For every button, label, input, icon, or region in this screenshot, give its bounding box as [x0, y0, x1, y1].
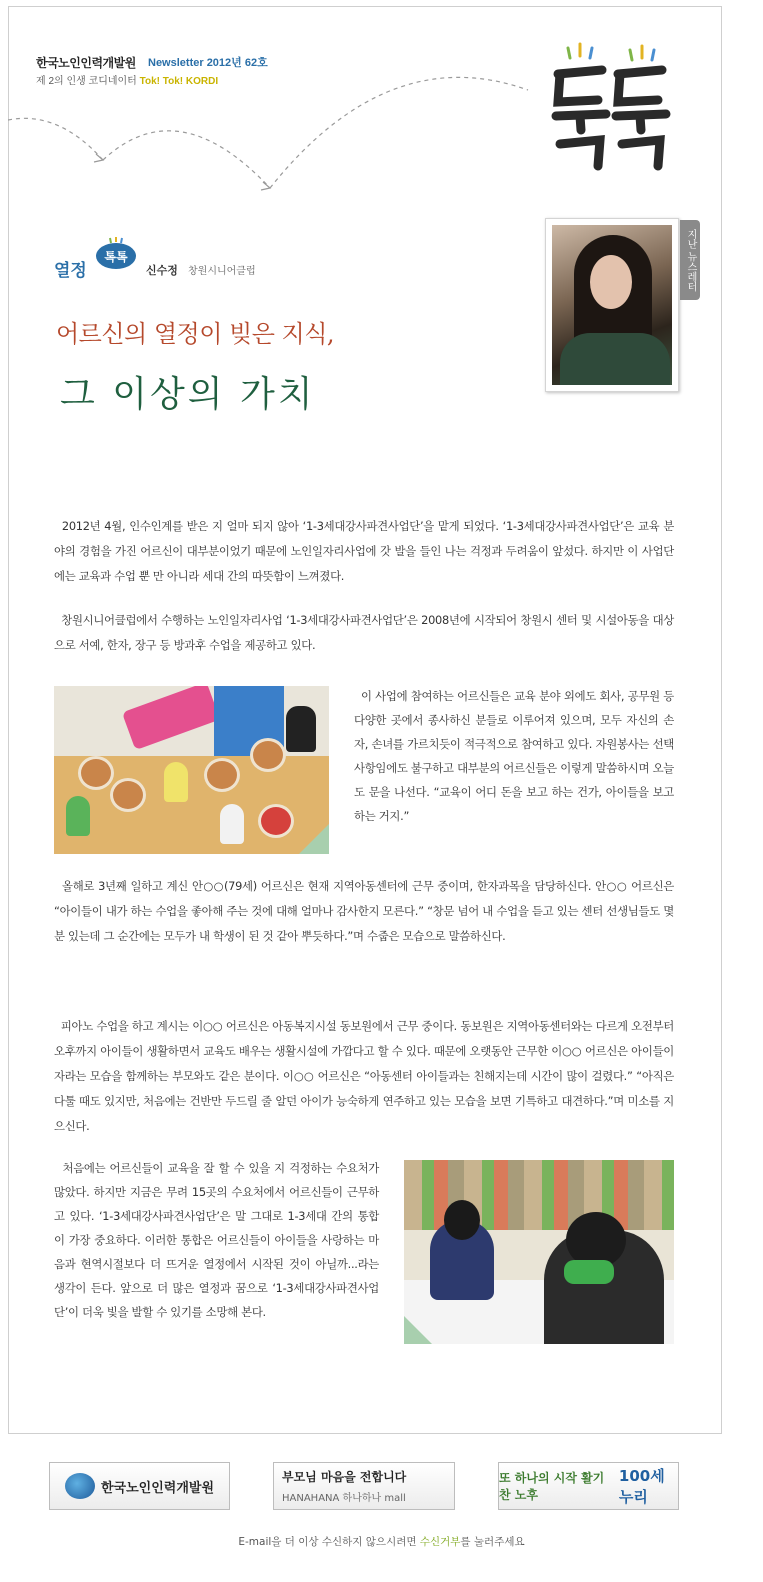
- org-logo-text: 한국노인인력개발원: [36, 56, 136, 70]
- headline-line2: 그 이상의 가치: [60, 374, 316, 415]
- article-paragraph-2: [54, 608, 674, 658]
- photo1-drum: [110, 778, 146, 812]
- toktok-logo: [548, 40, 678, 200]
- photo1-drum: [258, 804, 294, 838]
- article-paragraph-6: [54, 1156, 379, 1324]
- p5-text: 피아노 수업을 하고 계시는 이○○ 어르신은 아동복지시설 동보원에서 근무 중이다. 동보원은 지역아동센터와는 다르게 오전부터 오후까지 아이들이 생활하면서 교육도 배우는 생활시설에 가깝다고 할 수 있다. 때문에 오랫동안 근무한 이○○ 어르신은 아이들이 자라는 모습을 함께하는 부모와도 같은 분이다. 이○○ 어르신은 “아동센터 아이들과는 친해지는데 시간이 많이 걸렸다.” “아직은 다툴 때도 있지만, 처음에는 건반만 두드릴 줄 알던 아이가 능숙하게 연주하고 있는 모습을 보면 기특하고 대견하다.”며 미소를 지으신다.: [54, 1019, 674, 1133]
- decorative-dashed-arcs: [8, 70, 548, 200]
- photo-sweater: [560, 333, 670, 385]
- footer-mall-sub: HANAHANA 하나하나 mall: [282, 1493, 406, 1504]
- p3-text: 이 사업에 참여하는 어르신들은 교육 분야 외에도 회사, 공무원 등 다양한 곳에서 종사하신 분들로 이루어져 있으며, 모두 자신의 손자, 손녀를 가르치듯이 적극적으로 참여하고 있다. 자원봉사는 선택사항임에도 불구하고 대부분의 어르신들은 이렇게 말씀하시며 오늘도 문을 나선다. “교육이 어디 돈을 보고 하는 건가, 아이들을 보고 하는 거지.”: [354, 689, 674, 823]
- past-newsletters-tab[interactable]: 지난 뉴스레터: [680, 220, 700, 300]
- globe-icon: [65, 1473, 95, 1499]
- unsubscribe-notice: [0, 1534, 763, 1549]
- headline-line1: 어르신의 열정이 빚은 지식,: [56, 320, 335, 348]
- article-paragraph-4: [54, 874, 674, 949]
- photo-tutoring: [404, 1160, 674, 1344]
- author-name: 신수정: [146, 264, 178, 277]
- photo-children-drums: [54, 686, 329, 854]
- footer-kordi-label: 한국노인인력개발원: [100, 1480, 215, 1496]
- footer-100senuri-button[interactable]: [498, 1462, 679, 1510]
- photo1-corner-fold: [299, 824, 329, 854]
- p1-text: 2012년 4월, 인수인계를 받은 지 얼마 되지 않아 ‘1-3세대강사파견사업단’을 맡게 되었다. ‘1-3세대강사파견사업단’은 교육 분야의 경험을 가진 어르신이 대부분이었기 때문에 노인일자리사업에 갓 발을 들인 나는 걱정과 두려움이 앞섰다. 하지만 이 사업단에는 교육과 수업 뿐 만 아니라 세대 간의 따뜻함이 느껴졌다.: [54, 519, 674, 583]
- photo1-teacher: [286, 706, 316, 752]
- photo2-scarf: [564, 1260, 614, 1284]
- photo1-child: [164, 762, 188, 802]
- photo1-drum: [250, 738, 286, 772]
- author-photo: [545, 218, 679, 392]
- article-paragraph-3: [354, 684, 674, 828]
- newsletter-issue: Newsletter 2012년 62호: [148, 57, 268, 69]
- toktok-mini-logo: [94, 236, 138, 272]
- article-paragraph-1: [54, 514, 674, 589]
- unsubscribe-link[interactable]: 수신거부: [419, 1536, 461, 1548]
- p6-text: 처음에는 어르신들이 교육을 잘 할 수 있을 지 걱정하는 수요처가 많았다. 하지만 지금은 무려 15곳의 수요처에서 어르신들이 근무하고 있다. ‘1-3세대강사파견사업단’은 말 그대로 1-3세대 간의 통합이 가장 중요하다. 이러한 통합은 어르신들이 아이들을 사랑하는 마음과 현역시절보다 더 뜨거운 열정에서 시작된 것이 아닐까...라는 생각이 든다. 앞으로 더 많은 열정과 꿈으로 ‘1-3세대강사파견사업단’이 더욱 빛을 발할 수 있기를 소망해 본다.: [54, 1161, 379, 1319]
- photo1-child: [220, 804, 244, 844]
- photo1-drum: [78, 756, 114, 790]
- section-label: 열정: [54, 261, 87, 281]
- photo2-corner-fold: [404, 1316, 432, 1344]
- photo-face: [590, 255, 632, 309]
- subtitle-accent: Tok! Tok! KORDI: [139, 76, 219, 87]
- article-paragraph-5: [54, 1014, 674, 1139]
- photo1-child: [66, 796, 90, 836]
- p4-text: 올해로 3년째 일하고 계신 안○○(79세) 어르신은 현재 지역아동센터에 근무 중이며, 한자과목을 담당하신다. 안○○ 어르신은 “아이들이 내가 하는 수업을 좋아해 주는 것에 대해 얼마나 감사한지 모른다.” “창문 넘어 내 수업을 듣고 있는 센터 선생님들도 몇 분 있는데 그 순간에는 모두가 내 학생이 된 것 같아 뿌듯하다.”며 수줍은 모습으로 말씀하신다.: [54, 879, 674, 943]
- unsubscribe-suffix: 를 눌러주세요: [460, 1536, 525, 1548]
- author-photo-image: [552, 225, 672, 385]
- unsubscribe-prefix: E-mail을 더 이상 수신하지 않으시려면: [238, 1536, 420, 1548]
- footer-senuri-label: 또 하나의 시작 활기찬 노후: [499, 1471, 605, 1502]
- photo2-boy-head: [444, 1200, 480, 1240]
- photo1-drum: [204, 758, 240, 792]
- author-organization: 창원시니어클럽: [188, 266, 256, 277]
- footer-senuri-sub: 100세누리: [618, 1467, 665, 1506]
- mini-logo-text: 톡톡: [104, 250, 128, 264]
- footer-kordi-button[interactable]: [49, 1462, 230, 1510]
- footer-hanahana-mall-button[interactable]: [273, 1462, 455, 1510]
- footer-mall-label: 부모님 마음을 전합니다: [282, 1470, 407, 1484]
- subtitle-prefix: 제 2의 인생 코디네이터: [36, 76, 140, 87]
- p2-text: 창원시니어클럽에서 수행하는 노인일자리사업 ‘1-3세대강사파견사업단’은 2008년에 시작되어 창원시 센터 및 시설아동을 대상으로 서예, 한자, 장구 등 방과후 수업을 제공하고 있다.: [54, 613, 674, 652]
